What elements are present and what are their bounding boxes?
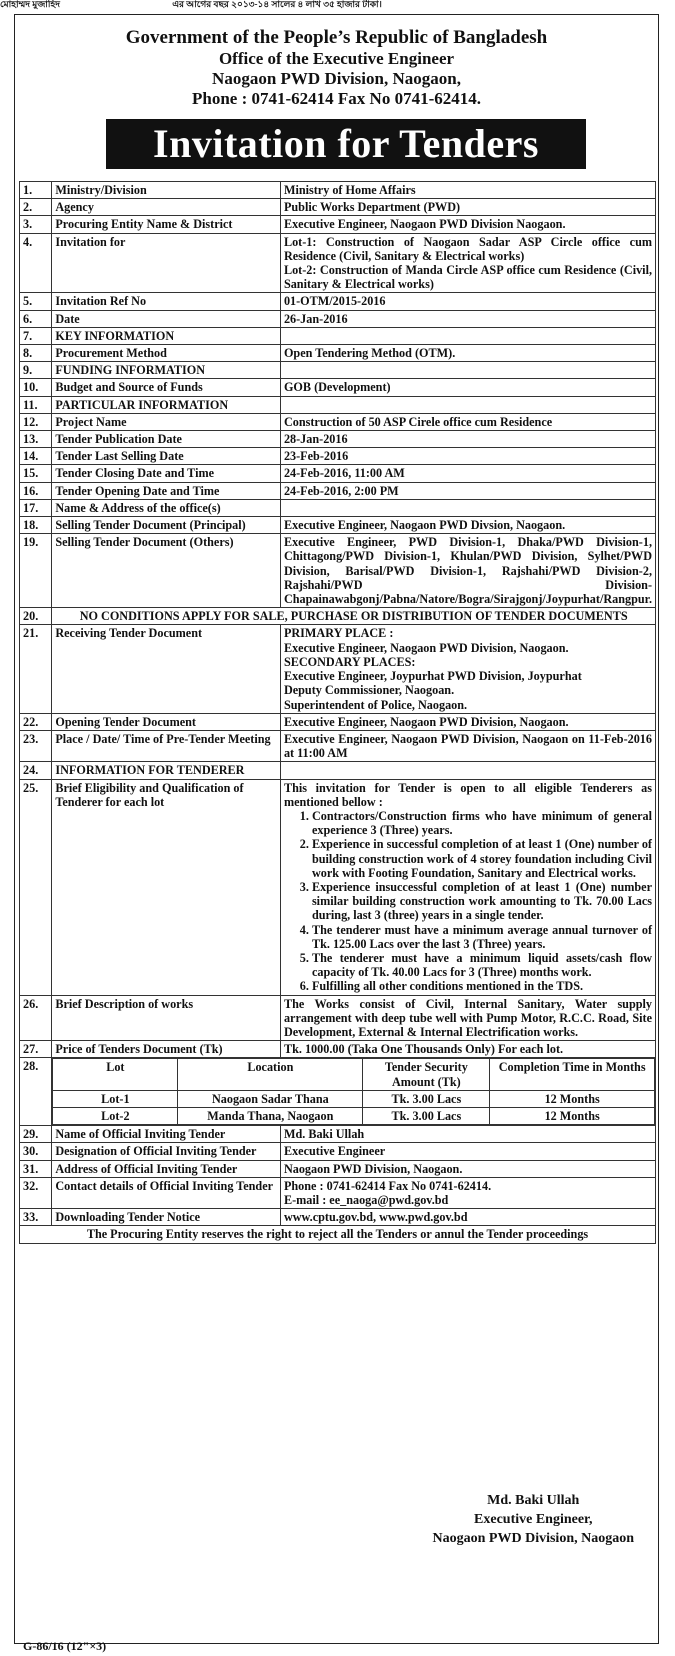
row-value: GOB (Development): [280, 379, 655, 396]
row-label: FUNDING INFORMATION: [52, 362, 281, 379]
row-label: Project Name: [52, 413, 281, 430]
table-row: [20, 396, 656, 413]
table-row: [20, 448, 656, 465]
row-value: 23-Feb-2016: [280, 448, 655, 465]
table-row: [20, 608, 656, 625]
row-value: [280, 779, 655, 995]
row-label: Price of Tenders Document (Tk): [52, 1041, 281, 1058]
table-row: [20, 362, 656, 379]
row-value: Executive Engineer, Naogaon PWD Division, Naogaon.: [280, 713, 655, 730]
row-label: Budget and Source of Funds: [52, 379, 281, 396]
row-number: 4.: [20, 233, 52, 293]
table-row: [20, 345, 656, 362]
row-label: Invitation for: [52, 233, 281, 293]
lot-cell: Manda Thana, Naogaon: [178, 1107, 363, 1124]
table-row: [20, 1226, 656, 1243]
row-value: [280, 396, 655, 413]
table-row: [20, 413, 656, 430]
row-number: 11.: [20, 396, 52, 413]
row-value: 24-Feb-2016, 2:00 PM: [280, 482, 655, 499]
row-label: Contact details of Official Inviting Tender: [52, 1177, 281, 1208]
table-row: [20, 517, 656, 534]
table-row: [20, 1209, 656, 1226]
row-label: Ministry/Division: [52, 182, 281, 199]
row-value: Public Works Department (PWD): [280, 199, 655, 216]
table-row: [20, 625, 656, 713]
row-number: 18.: [20, 517, 52, 534]
row-label: Designation of Official Inviting Tender: [52, 1143, 281, 1160]
lot-row: [53, 1090, 655, 1107]
table-row: [20, 762, 656, 779]
lot-table: [52, 1058, 655, 1125]
row-value: Open Tendering Method (OTM).: [280, 345, 655, 362]
row-label: Place / Date/ Time of Pre-Tender Meeting: [52, 730, 281, 761]
row-number: 25.: [20, 779, 52, 995]
row-number: 27.: [20, 1041, 52, 1058]
row-number: 21.: [20, 625, 52, 713]
eligibility-item: 6. Fulfilling all other conditions mentioned in the TDS.: [312, 979, 652, 993]
row-value: [280, 1177, 655, 1208]
lot-cell: 12 Months: [490, 1107, 655, 1124]
row-number: 16.: [20, 482, 52, 499]
row-label: KEY INFORMATION: [52, 327, 281, 344]
lot1-text: Lot-1: Construction of Naogaon Sadar ASP Circle office cum Residence (Civil, Sanitary & Electrical works): [283, 234, 652, 263]
lot-header-location: Location: [178, 1059, 363, 1090]
eligibility-intro: This invitation for Tender is open to all eligible Tenderers as mentioned bellow :: [283, 780, 652, 809]
eligibility-item: 4. The tenderer must have a minimum average annual turnover of Tk. 125.00 Lacs over the last 3 (Three) years.: [312, 923, 652, 951]
header-office: Office of the Executive Engineer: [218, 49, 455, 68]
page-title: Invitation for Tenders: [106, 119, 586, 169]
primary-place-heading: PRIMARY PLACE :: [283, 626, 394, 641]
signature-title: Executive Engineer,: [474, 1512, 593, 1527]
row-number: 23.: [20, 730, 52, 761]
row-number: 12.: [20, 413, 52, 430]
row-notice: NO CONDITIONS APPLY FOR SALE, PURCHASE OR DISTRIBUTION OF TENDER DOCUMENTS: [52, 608, 656, 625]
row-label: Procurement Method: [52, 345, 281, 362]
row-number: 33.: [20, 1209, 52, 1226]
row-label: Brief Description of works: [52, 995, 281, 1041]
lot-cell: Tk. 3.00 Lacs: [363, 1107, 490, 1124]
row-number: 13.: [20, 431, 52, 448]
row-label: Name of Official Inviting Tender: [52, 1126, 281, 1143]
row-label: Selling Tender Document (Principal): [52, 517, 281, 534]
table-row: [20, 327, 656, 344]
table-row: [20, 182, 656, 199]
secondary-place: Executive Engineer, Joypurhat PWD Division, Joypurhat: [283, 669, 582, 684]
row-value: [280, 233, 655, 293]
row-label: Receiving Tender Document: [52, 625, 281, 713]
eligibility-item: 3. Experience insuccessful completion of at least 1 (One) number similar building construction work amounting to Tk. 70.00 Lacs during, last 3 (three) years in a single tender.: [312, 880, 652, 923]
row-label: Selling Tender Document (Others): [52, 534, 281, 608]
table-row: [20, 482, 656, 499]
secondary-place: Superintendent of Police, Naogaon.: [283, 697, 468, 712]
row-label: PARTICULAR INFORMATION: [52, 396, 281, 413]
row-value: www.cptu.gov.bd, www.pwd.gov.bd: [280, 1209, 655, 1226]
eligibility-list: [284, 809, 652, 994]
lot-cell: Lot-1: [53, 1090, 178, 1107]
row-value: Tk. 1000.00 (Taka One Thousands Only) For each lot.: [280, 1041, 655, 1058]
row-value: Ministry of Home Affairs: [280, 182, 655, 199]
header-phone: Phone : 0741-62414 Fax No 0741-62414.: [192, 89, 481, 108]
row-number: 9.: [20, 362, 52, 379]
row-number: 2.: [20, 199, 52, 216]
lot-cell: Lot-2: [53, 1107, 178, 1124]
header: [15, 27, 658, 109]
row-value: Executive Engineer, PWD Division-1, Dhaka/PWD Division-1, Chittagong/PWD Division-1, Khulan/PWD Division, Sylhet/PWD Division, Barisal/PWD Division-1, Rajshahi/PWD Division-2, Rajshahi/PWD Division-Chapainawabgonj/Pabna/Natore/Bogra/Sirajgonj/Joypurhat/Rangpur.: [280, 534, 655, 608]
signature-block: [433, 1491, 634, 1548]
tender-table: [19, 181, 656, 1244]
table-row: [20, 730, 656, 761]
primary-place: Executive Engineer, Naogaon PWD Division, Naogaon.: [283, 640, 569, 655]
signature-office: Naogaon PWD Division, Naogaon: [432, 1531, 634, 1546]
table-row: [20, 216, 656, 233]
row-value: Executive Engineer, Naogaon PWD Division Naogaon.: [280, 216, 655, 233]
table-row: [20, 1126, 656, 1143]
row-label: Address of Official Inviting Tender: [52, 1160, 281, 1177]
row-value: The Works consist of Civil, Internal Sanitary, Water supply arrangement with deep tube well with Pump Motor, R.C.C. Road, Site Development, External & Internal Electrification works.: [280, 995, 655, 1041]
reservation-note: The Procuring Entity reserves the right to reject all the Tenders or annul the Tender proceedings: [20, 1226, 656, 1243]
secondary-place: Deputy Commissioner, Naogoan.: [283, 683, 455, 698]
row-value: Md. Baki Ullah: [280, 1126, 655, 1143]
row-value: Executive Engineer: [280, 1143, 655, 1160]
row-number: 26.: [20, 995, 52, 1041]
top-strip: [0, 0, 675, 10]
row-label: Opening Tender Document: [52, 713, 281, 730]
row-value: 28-Jan-2016: [280, 431, 655, 448]
table-row: [20, 1160, 656, 1177]
table-row: [20, 1058, 656, 1126]
row-label: INFORMATION FOR TENDERER: [52, 762, 281, 779]
secondary-places-heading: SECONDARY PLACES:: [283, 654, 416, 669]
table-row: [20, 379, 656, 396]
row-number: 6.: [20, 310, 52, 327]
lot-cell: Naogaon Sadar Thana: [178, 1090, 363, 1107]
table-row: [20, 995, 656, 1041]
row-value: 24-Feb-2016, 11:00 AM: [280, 465, 655, 482]
eligibility-item: 2. Experience in successful completion of at least 1 (One) number of building construction work of 4 storey foundation including Civil work with Footing Foundation, Sanitary and Electrical works.: [312, 837, 652, 880]
row-number: 8.: [20, 345, 52, 362]
row-label: Tender Closing Date and Time: [52, 465, 281, 482]
row-label: Tender Opening Date and Time: [52, 482, 281, 499]
contact-phone: Phone : 0741-62414 Fax No 0741-62414.: [283, 1178, 492, 1193]
row-number: 32.: [20, 1177, 52, 1208]
lot-row: [53, 1107, 655, 1124]
lot-header-lot: Lot: [53, 1059, 178, 1090]
row-number: 5.: [20, 293, 52, 310]
notice-frame: [14, 14, 659, 1653]
row-value: [280, 362, 655, 379]
row-number: 7.: [20, 327, 52, 344]
contact-email: E-mail : ee_naoga@pwd.gov.bd: [283, 1193, 449, 1207]
top-strip-left: মোহাম্মদ মুজাহিদ: [0, 0, 60, 9]
row-label: Agency: [52, 199, 281, 216]
lot-cell: Tk. 3.00 Lacs: [363, 1090, 490, 1107]
table-row: [20, 534, 656, 608]
row-value: Executive Engineer, Naogaon PWD Division, Naogaon on 11-Feb-2016 at 11:00 AM: [280, 730, 655, 761]
row-value: [280, 499, 655, 516]
row-number: 22.: [20, 713, 52, 730]
lot-cell: 12 Months: [490, 1090, 655, 1107]
table-row: [20, 779, 656, 995]
row-label: Date: [52, 310, 281, 327]
signature-name: Md. Baki Ullah: [487, 1493, 580, 1508]
row-number: 29.: [20, 1126, 52, 1143]
row-value: [280, 762, 655, 779]
row-number: 20.: [20, 608, 52, 625]
lot-header-completion: Completion Time in Months: [490, 1059, 655, 1090]
table-row: [20, 499, 656, 516]
table-row: [20, 465, 656, 482]
table-row: [20, 293, 656, 310]
row-label: Tender Last Selling Date: [52, 448, 281, 465]
row-label: Invitation Ref No: [52, 293, 281, 310]
row-number: 15.: [20, 465, 52, 482]
row-label: Downloading Tender Notice: [52, 1209, 281, 1226]
row-label: Procuring Entity Name & District: [52, 216, 281, 233]
row-number: 3.: [20, 216, 52, 233]
row-number: 24.: [20, 762, 52, 779]
table-row: [20, 1041, 656, 1058]
top-strip-right: এর আগের বছর ২০১৩-১৪ সালের ৪ লাখ ৩৫ হাজার টাকা।: [172, 0, 382, 9]
row-number: 17.: [20, 499, 52, 516]
row-number: 10.: [20, 379, 52, 396]
row-number: 19.: [20, 534, 52, 608]
table-row: [20, 199, 656, 216]
advert-code: G-86/16 (12"×3): [23, 1639, 107, 1653]
table-row: [20, 713, 656, 730]
row-label: Name & Address of the office(s): [52, 499, 281, 516]
eligibility-item: 1. Contractors/Construction firms who have minimum of general experience 3 (Three) years.: [312, 809, 652, 837]
table-row: [20, 1143, 656, 1160]
header-government: Government of the People’s Republic of Bangladesh: [125, 27, 548, 48]
table-row: [20, 233, 656, 293]
row-value: [280, 625, 655, 713]
row-value: [280, 327, 655, 344]
row-number: 1.: [20, 182, 52, 199]
row-number: 30.: [20, 1143, 52, 1160]
table-row: [20, 310, 656, 327]
row-label: Brief Eligibility and Qualification of Tenderer for each lot: [52, 779, 281, 995]
row-value: 26-Jan-2016: [280, 310, 655, 327]
row-number: 31.: [20, 1160, 52, 1177]
row-number: 14.: [20, 448, 52, 465]
table-row: [20, 1177, 656, 1208]
table-row: [20, 431, 656, 448]
lot-table-cell: [52, 1058, 656, 1126]
lot-header-security: Tender Security Amount (Tk): [363, 1059, 490, 1090]
row-label: Tender Publication Date: [52, 431, 281, 448]
row-value: Naogaon PWD Division, Naogaon.: [280, 1160, 655, 1177]
eligibility-item: 5. The tenderer must have a minimum liquid assets/cash flow capacity of Tk. 40.00 Lacs for 3 (Three) months work.: [312, 951, 652, 979]
row-value: 01-OTM/2015-2016: [280, 293, 655, 310]
lot2-text: Lot-2: Construction of Manda Circle ASP office cum Residence (Civil, Sanitary & Electrical works): [283, 263, 652, 292]
header-division: Naogaon PWD Division, Naogaon,: [212, 69, 461, 88]
row-value: Executive Engineer, Naogaon PWD Divsion, Naogaon.: [280, 517, 655, 534]
row-number: 28.: [20, 1058, 52, 1126]
row-value: Construction of 50 ASP Cirele office cum Residence: [280, 413, 655, 430]
